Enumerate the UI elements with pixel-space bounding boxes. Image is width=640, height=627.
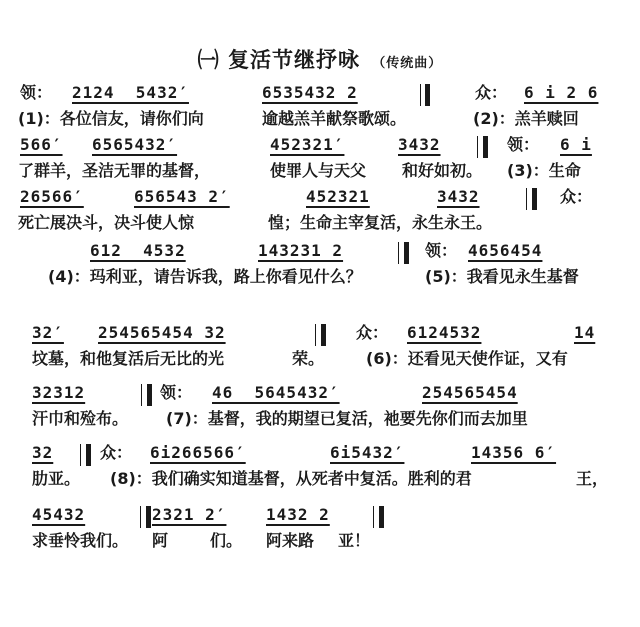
notation-measure: 45432 bbox=[32, 505, 86, 524]
lyric-text: 众： bbox=[560, 187, 593, 206]
notation-measure: 26566′ bbox=[20, 187, 84, 206]
lyric-text: 荣。 bbox=[292, 349, 325, 368]
bar-line bbox=[404, 242, 409, 264]
bar-line bbox=[379, 506, 384, 528]
lyric-text: 逾越羔羊献祭歌颂。 bbox=[262, 109, 407, 128]
bar-line bbox=[80, 444, 81, 466]
lyrics-line bbox=[0, 262, 640, 292]
lyric-text: (7)：基督，我的期望已复活，祂要先你们而去加里 bbox=[166, 409, 528, 428]
notation-measure: 6124532 bbox=[407, 323, 482, 342]
lyric-text: 众： bbox=[100, 443, 133, 462]
lyric-text: 和好如初。 bbox=[402, 161, 483, 180]
notation-measure: 656543 2′ bbox=[134, 187, 230, 206]
notation-measure: 14356 6′ bbox=[471, 443, 557, 462]
notation-measure: 32′ bbox=[32, 323, 64, 342]
bar-line bbox=[146, 506, 151, 528]
notation-measure: 32312 bbox=[32, 383, 86, 402]
notation-measure: 452321 bbox=[306, 187, 370, 206]
lyric-text: 了群羊，圣洁无罪的基督， bbox=[18, 161, 211, 180]
lyric-text: 们。 bbox=[210, 531, 243, 550]
lyric-text: 领： bbox=[20, 83, 53, 102]
lyric-text: (4)：玛利亚，请告诉我，路上你看见什么？ bbox=[48, 267, 362, 286]
notation-measure: 2321 2′ bbox=[152, 505, 227, 524]
notation-measure: 6i266566′ bbox=[150, 443, 246, 462]
notation-measure: 14 bbox=[574, 323, 596, 342]
lyric-text: 死亡展决斗，决斗使人惊 bbox=[18, 213, 195, 232]
lyric-text: 领： bbox=[425, 241, 458, 260]
notation-measure: 6535432 2 bbox=[262, 83, 358, 102]
notation-measure: 254565454 32 bbox=[98, 323, 226, 342]
notation-measure: 46 5645432′ bbox=[212, 383, 340, 402]
notation-measure: 6565432′ bbox=[92, 135, 178, 154]
song-subtitle: （传统曲） bbox=[372, 56, 443, 71]
lyric-text: (3)：生命 bbox=[507, 161, 581, 180]
bar-line bbox=[141, 384, 142, 406]
bar-line bbox=[86, 444, 91, 466]
song-title bbox=[0, 44, 640, 74]
notation-measure: 6 i 2 6 bbox=[524, 83, 599, 102]
lyric-text: 领： bbox=[507, 135, 540, 154]
song-title-text: ㈠ 复活节继抒咏 bbox=[197, 48, 360, 72]
lyric-text: 王， bbox=[576, 469, 609, 488]
bar-line bbox=[147, 384, 152, 406]
lyric-text: 惶；生命主宰复活，永生永王。 bbox=[268, 213, 493, 232]
lyric-text: 众： bbox=[356, 323, 389, 342]
lyric-text: 众： bbox=[475, 83, 508, 102]
lyric-text: 领： bbox=[160, 383, 193, 402]
bar-line bbox=[483, 136, 488, 158]
notation-measure: 6 i bbox=[560, 135, 592, 154]
notation-measure: 4656454 bbox=[468, 241, 543, 260]
notation-measure: 3432 bbox=[398, 135, 441, 154]
bar-line bbox=[420, 84, 421, 106]
notation-measure: 1432 2 bbox=[266, 505, 330, 524]
bar-line bbox=[140, 506, 141, 528]
bar-line bbox=[477, 136, 478, 158]
lyrics-line bbox=[0, 464, 640, 494]
bar-line bbox=[425, 84, 430, 106]
lyric-text: 肋亚。 bbox=[32, 469, 81, 488]
notation-measure: 3432 bbox=[437, 187, 480, 206]
lyric-text: 汗巾和殓布。 bbox=[32, 409, 129, 428]
bar-line bbox=[315, 324, 316, 346]
bar-line bbox=[532, 188, 537, 210]
lyric-text: (1)：各位信友，请你们向 bbox=[18, 109, 204, 128]
notation-measure: 32 bbox=[32, 443, 54, 462]
lyrics-line bbox=[0, 344, 640, 374]
bar-line bbox=[526, 188, 527, 210]
notation-measure: 566′ bbox=[20, 135, 63, 154]
notation-measure: 6i5432′ bbox=[330, 443, 405, 462]
lyrics-line bbox=[0, 208, 640, 238]
lyric-text: 坟墓，和他复活后无比的光 bbox=[32, 349, 225, 368]
lyric-text: 使罪人与天父 bbox=[270, 161, 367, 180]
lyric-text: 亚！ bbox=[338, 531, 371, 550]
bar-line bbox=[398, 242, 399, 264]
notation-measure: 254565454 bbox=[422, 383, 518, 402]
lyric-text: (2)：羔羊赎回 bbox=[473, 109, 579, 128]
notation-measure: 612 4532 bbox=[90, 241, 186, 260]
notation-measure: 143231 2 bbox=[258, 241, 344, 260]
lyrics-line bbox=[0, 526, 640, 556]
lyric-text: 求垂怜我们。 bbox=[32, 531, 129, 550]
lyric-text: 阿来路 bbox=[266, 531, 315, 550]
notation-measure: 452321′ bbox=[270, 135, 345, 154]
lyrics-line bbox=[0, 404, 640, 434]
lyric-text: (5)：我看见永生基督 bbox=[425, 267, 579, 286]
lyric-text: (8)：我们确实知道基督，从死者中复活。胜利的君 bbox=[110, 469, 472, 488]
bar-line bbox=[321, 324, 326, 346]
lyric-text: (6)：还看见天使作证，又有 bbox=[366, 349, 568, 368]
lyric-text: 阿 bbox=[152, 531, 169, 550]
notation-measure: 2124 5432′ bbox=[72, 83, 189, 102]
bar-line bbox=[373, 506, 374, 528]
